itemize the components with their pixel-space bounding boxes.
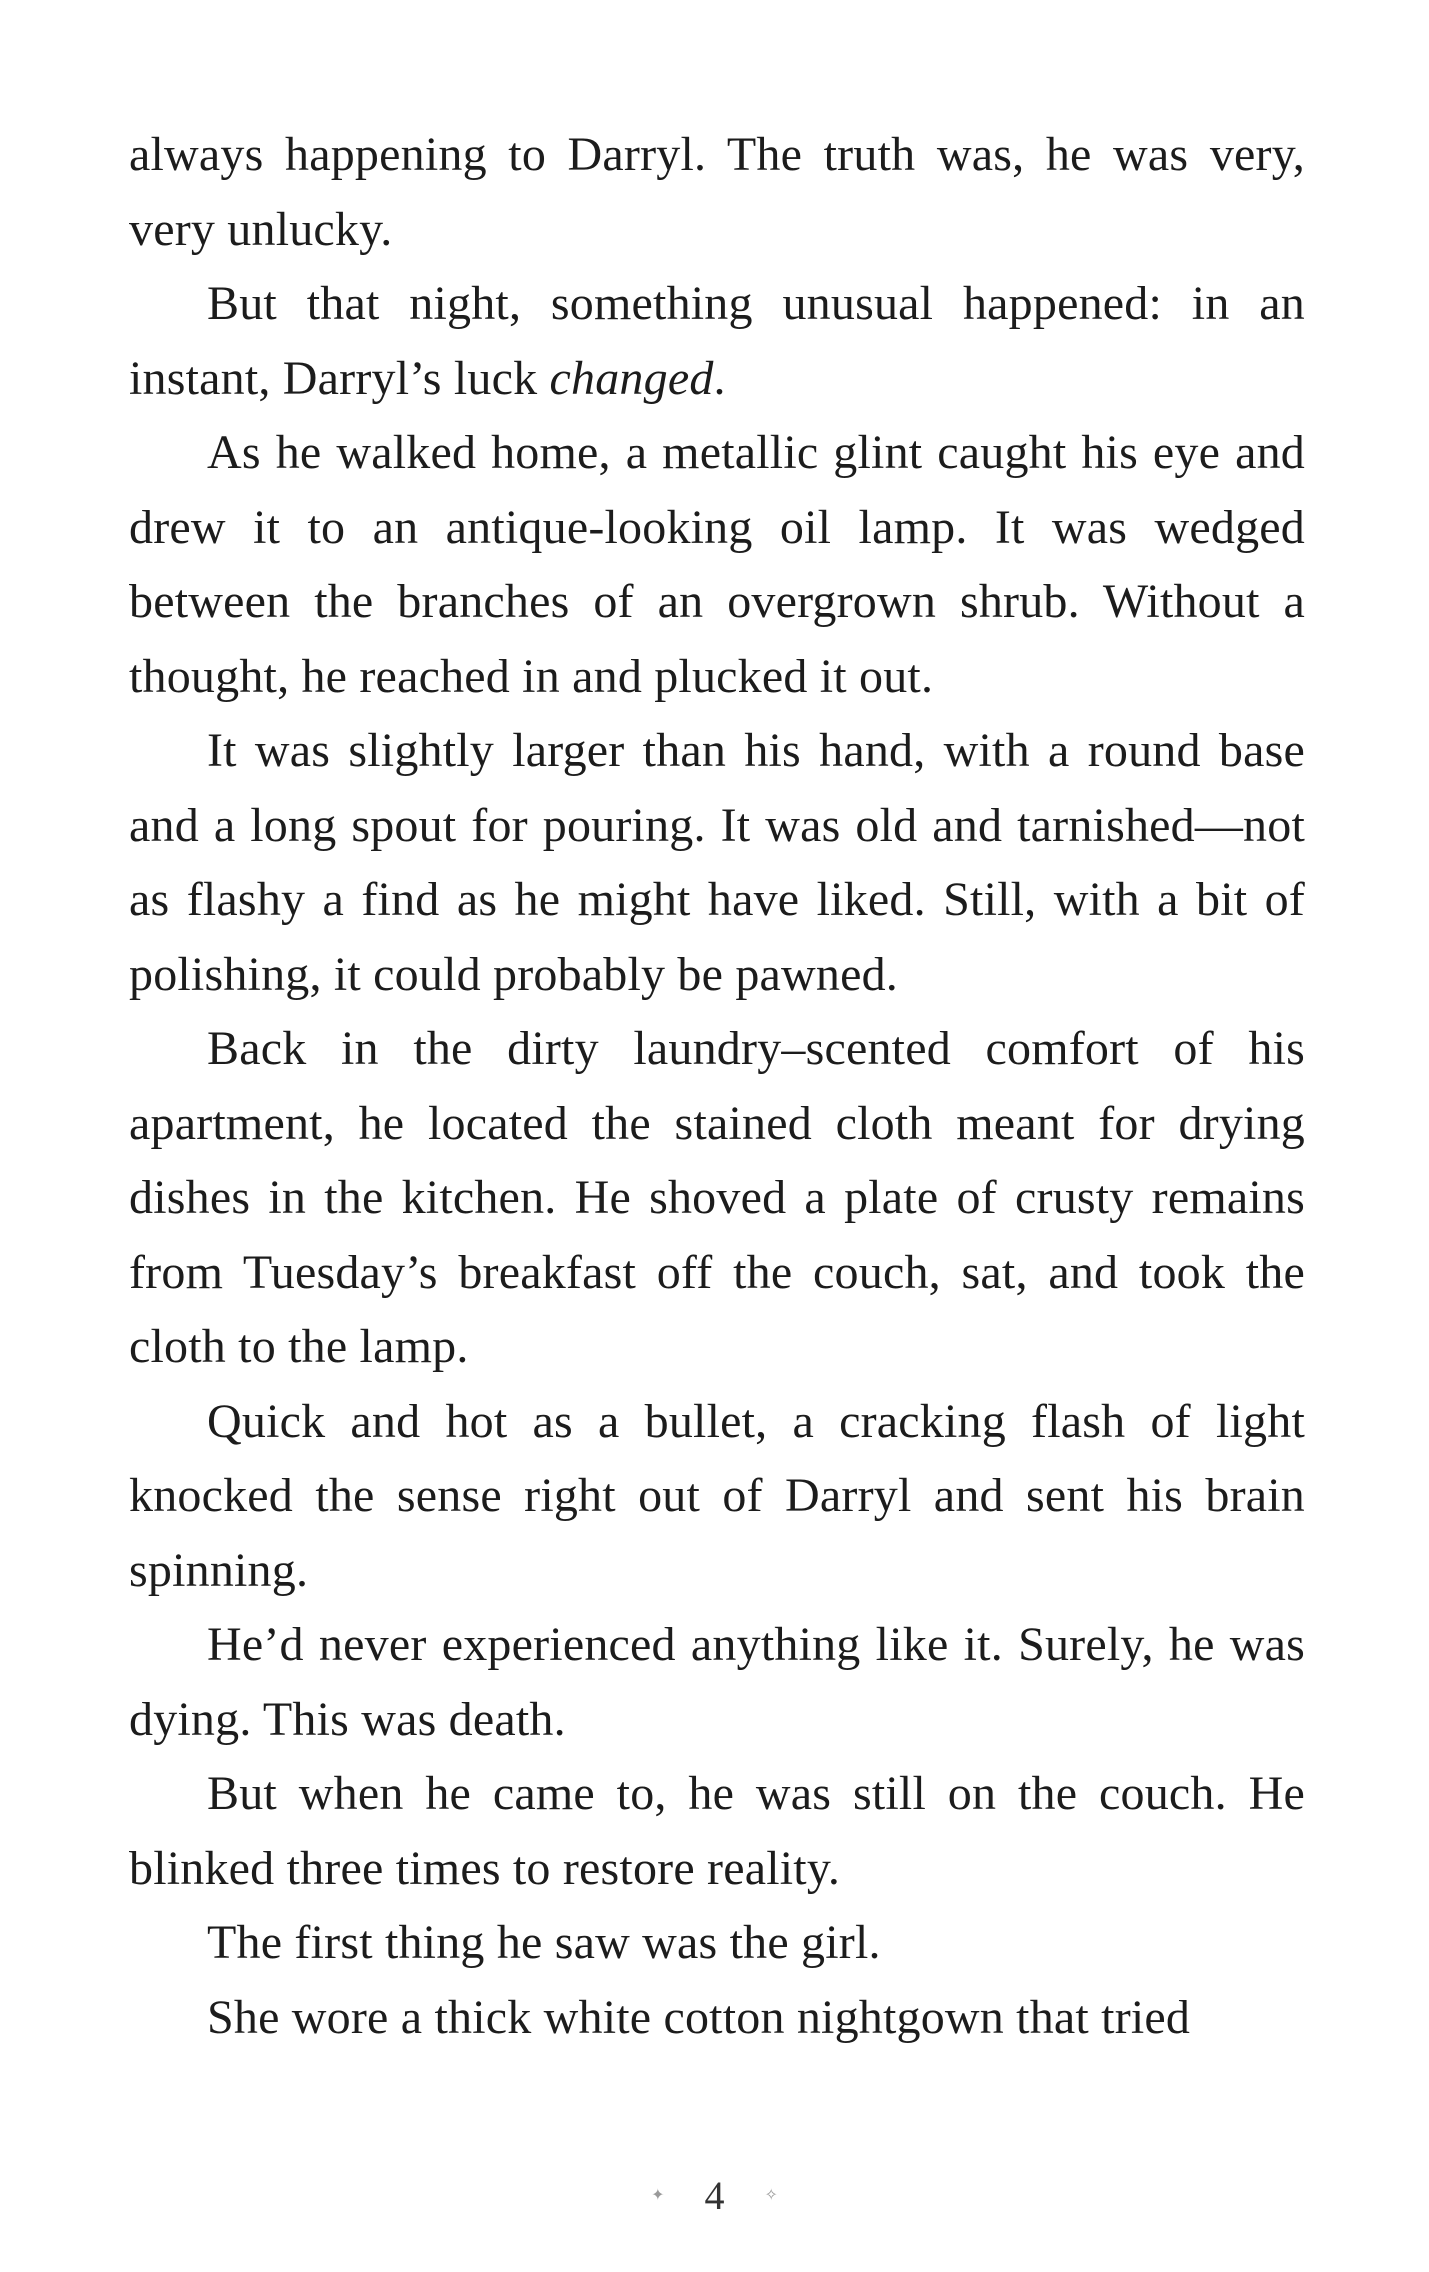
paragraph-3: As he walked home, a metallic glint caught his eye and drew it to an antique-looking oil lamp. It was wedged between the branches of an overgrown shrub. Without a thought, he reached in and plucked it out. (129, 426, 1305, 703)
paragraph-5: Back in the dirty laundry–scented comfort of his apartment, he located the stained cloth meant for drying dishes in the kitchen. He shoved a plate of crusty remains from Tuesday’s breakfast off the couch, sat, and took the cloth to the lamp. (129, 1022, 1305, 1373)
emphasized-word: changed (549, 351, 714, 405)
paragraph-2-end: . (713, 351, 726, 405)
page-number: 4 (704, 2173, 725, 2218)
body-text (129, 118, 1305, 2055)
ornament-left-icon: ✦ (651, 2186, 665, 2204)
paragraph-8: But when he came to, he was still on the couch. He blinked three times to restore reality. (129, 1767, 1305, 1895)
paragraph-6: Quick and hot as a bullet, a cracking flash of light knocked the sense right out of Darryl and sent his brain spinning. (129, 1394, 1305, 1597)
ornament-right-icon: ✧ (764, 2186, 778, 2204)
paragraph-1: always happening to Darryl. The truth was, he was very, very unlucky. (129, 128, 1305, 256)
paragraph-2-text: But that night, something unusual happened: in an instant, Darryl’s luck (129, 277, 1305, 405)
paragraph-2 (129, 267, 1305, 416)
paragraph-4: It was slightly larger than his hand, with a round base and a long spout for pouring. It was old and tarnished—not as flashy a find as he might have liked. Still, with a bit of polishing, it could probably be pawned. (129, 724, 1305, 1001)
paragraph-9: The first thing he saw was the girl. (207, 1916, 881, 1969)
paragraph-10: She wore a thick white cotton nightgown that tried (207, 1990, 1191, 2044)
page-footer (0, 2172, 1429, 2219)
paragraph-7: He’d never experienced anything like it. Surely, he was dying. This was death. (129, 1618, 1305, 1746)
